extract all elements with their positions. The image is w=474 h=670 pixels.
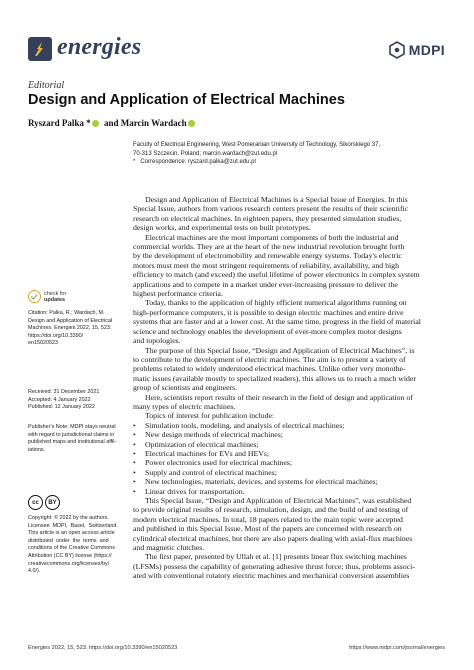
body-line: group of scientists and engineers. (133, 383, 238, 393)
citation-doi-link[interactable]: en15020523 (28, 340, 58, 347)
note-line: iations. (28, 446, 46, 453)
article-type: Editorial (28, 80, 65, 91)
citation-block (28, 310, 124, 348)
journal-name[interactable]: energies (57, 34, 142, 60)
check-updates-line: updates (44, 296, 66, 303)
cc-icon: cc (28, 495, 43, 510)
orcid-icon[interactable] (188, 120, 195, 127)
check-updates-line: check for (44, 290, 67, 297)
topic-item: • New design methods of electrical machines; (133, 430, 450, 439)
topic-item: • Linear drives for transportation. (133, 487, 450, 496)
body-line: The first paper, presented by Ullah et al. [1] presents linear flux switching machines (145, 552, 407, 562)
note-line: Publisher's Note: MDPI stays neutral (28, 424, 116, 430)
copyright-line: conditions of the Creative Commons (28, 545, 115, 552)
body-line: applications and to compete in a market under ever-increasing pressure to deliver the (133, 279, 398, 289)
author-list (28, 118, 198, 128)
paragraph (133, 496, 450, 552)
body-line: by the development of electromobility and renewable energy systems. Today's electric (133, 251, 402, 261)
body-line: Here, scientists report results of their research in the field of design and application of (145, 392, 413, 402)
body-line: to provide original results of research, simulation, design, and the build of and testing of (133, 505, 409, 515)
copyright-line: This article is an open access article (28, 530, 115, 537)
cc-license-badge[interactable] (28, 495, 60, 510)
topic-item: • Optimization of electrical machines; (133, 440, 450, 449)
topic-item: • Electrical machines for EVs and HEVs; (133, 449, 450, 458)
article-title: Design and Application of Electrical Machines (28, 92, 345, 108)
copyright-line: distributed under the terms and (28, 537, 109, 544)
author-name[interactable]: Ryszard Palka * (28, 118, 91, 128)
body-line: Topics of interest for publication include: (145, 411, 275, 421)
body-line: efficiency to match (and exceed) the useful lifetime of power electronics in complex system (133, 270, 420, 280)
affiliations (133, 141, 453, 167)
affiliation-line: Faculty of Electrical Engineering, West Pomeranian University of Technology, Sikorskiego 37, (133, 142, 381, 148)
body-line: and published in this Special Issue. Most of the papers are concerned with research on (133, 524, 402, 534)
copyright-line: Attribution (CC BY) license (https:// (28, 552, 112, 559)
body-line: highest performance criteria. (133, 289, 223, 299)
paragraph (133, 552, 450, 580)
topic-item: • Power electronics used for electrical machines; (133, 458, 450, 467)
accepted-date: Accepted: 4 January 2022 (28, 396, 91, 403)
body-line: Today, thanks to the application of highly efficient numerical algorithms running on (145, 298, 407, 308)
check-for-updates-button[interactable] (28, 290, 66, 303)
page-footer (28, 645, 445, 651)
by-icon: BY (45, 495, 60, 510)
paragraph (133, 393, 450, 412)
citation-line: Design and Application of Electrical (28, 317, 113, 324)
footer-citation-link[interactable]: Energies 2022, 15, 523. https://doi.org/10.3390/en15020523 (28, 645, 178, 651)
author-name[interactable]: Marcin Wardach (120, 118, 187, 128)
body-line: systems that are faster and at a lower cost. At the same time, progress in the field of material (133, 317, 421, 327)
citation-doi-link[interactable]: https://doi.org/10.3390/ (28, 332, 84, 339)
topics-list (133, 421, 450, 496)
body-line: Special Issue, authors from various research centers present the results of their scientific (133, 204, 409, 214)
paragraph (133, 411, 450, 420)
mdpi-logo-icon (388, 41, 406, 59)
body-line: (LFSMs) possess the capability of generating adhesive thrust force; thus, problems associ- (133, 561, 415, 571)
affiliation-line: 70-313 Szczecin, Poland; marcin.wardach@zut.edu.pl (133, 150, 278, 157)
paragraph (133, 233, 450, 299)
body-line: science and technology enables the development of ever-more complex motor designs (133, 326, 402, 336)
received-date: Received: 31 December 2021 (28, 389, 100, 395)
topic-item: • New technologies, materials, devices, and systems for electrical machines; (133, 477, 450, 486)
body-line: design works, and experimental tests on built prototypes. (133, 223, 311, 233)
published-date: Published: 12 January 2022 (28, 404, 95, 411)
note-line: published maps and institutional affil- (28, 439, 117, 446)
body-line: to contribute to the development of electric machines. The aim is to present a variety of (133, 354, 406, 364)
body-line: cylindrical electrical machines, but there are also papers dealing with axial-flux machines (133, 533, 413, 543)
body-line: and topologies. (133, 336, 181, 346)
paragraph (133, 195, 450, 233)
footer-journal-link[interactable]: https://www.mdpi.com/journal/energies (349, 645, 445, 651)
body-line: problems related to widely understood electrical machines. Unlike other very monothe- (133, 364, 406, 374)
paragraph (133, 298, 450, 345)
check-updates-label (44, 291, 66, 303)
body-line: motors must meet the most stringent requirements of reliability, availability, and high (133, 260, 399, 270)
check-updates-icon (28, 290, 41, 303)
body-line: The purpose of this Special Issue, “Design and Application of Electrical Machines”, is (145, 345, 415, 355)
copyright-block (28, 515, 124, 576)
publisher-name: MDPI (408, 42, 445, 58)
citation-line: Citation: Palka, R.; Wardach, M. (28, 310, 105, 316)
body-line: and magnetic clutches. (133, 543, 205, 553)
journal-logo-icon (28, 37, 52, 61)
author-separator: and (101, 118, 121, 128)
license-link[interactable]: 4.0/). (28, 568, 41, 575)
body-line: ated with conventional rotatory electric machines and mechanical conversion assemblies (133, 571, 410, 581)
publisher-logo[interactable] (388, 41, 445, 59)
dates-block (28, 389, 124, 412)
body-line: Design and Application of Electrical Machines is a Special Issue of Energies. In this (145, 195, 408, 204)
copyright-line: Licensee MDPI, Basel, Switzerland. (28, 522, 118, 529)
copyright-line: Copyright: © 2022 by the authors. (28, 515, 109, 521)
body-line: modern electrical machines. In total, 18 papers related to the main topic were accepted (133, 514, 403, 524)
publisher-note (28, 424, 124, 454)
note-line: with regard to jurisdictional claims in (28, 431, 115, 438)
body-line: many types of electric machines. (133, 401, 236, 411)
paragraph (133, 346, 450, 393)
body-line: matic issues (available mostly to specialized readers), this allows us to reach a much wider (133, 373, 416, 383)
body-line: commercial worlds. They are at the heart of the new industrial revolution brought forth (133, 242, 405, 252)
orcid-icon[interactable] (92, 120, 99, 127)
correspondence-line: * Correspondence: ryszard.palka@zut.edu.pl (133, 159, 256, 165)
topic-item: • Simulation tools, modeling, and analysis of electrical machines; (133, 421, 450, 430)
citation-line: Machines. Energies 2022, 15, 523. (28, 325, 112, 332)
body-line: research on electrical machines. In eighteen papers, they presented simulation studies, (133, 213, 402, 223)
body-line: Electrical machines are the most important components of both the industrial and (145, 232, 399, 242)
article-body (133, 195, 450, 581)
topic-item: • Supply and control of electrical machines; (133, 468, 450, 477)
body-line: This Special Issue, “Design and Application of Electrical Machines”, was established (145, 496, 412, 505)
license-link[interactable]: creativecommons.org/licenses/by/ (28, 560, 110, 567)
body-line: high-performance computers, it is possible to design electric machines and entire drive (133, 307, 404, 317)
